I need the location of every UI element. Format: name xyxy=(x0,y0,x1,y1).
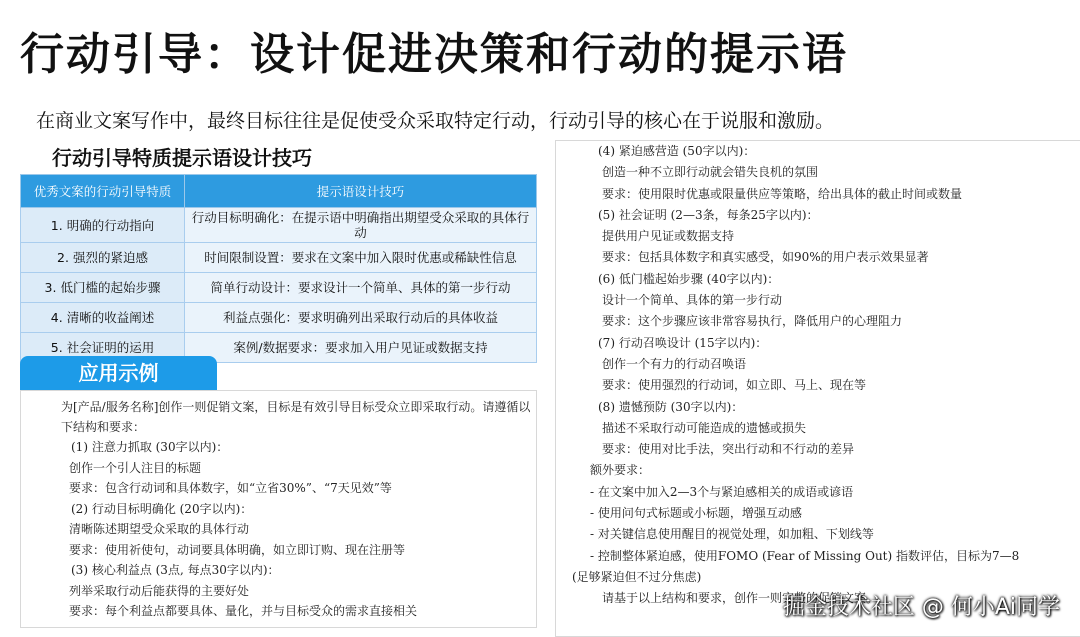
watermark: 掘金技术社区 @ 何小Ai同学 xyxy=(782,595,1060,620)
trait-cell: 3. 低门槛的起始步骤 xyxy=(21,273,185,303)
example-line: 列举采取行动后能获得的主要好处 xyxy=(69,583,250,598)
example-continuation-box xyxy=(555,140,1080,637)
prompt-line: (5) 社会证明 (2—3条，每条25字以内)： xyxy=(598,207,819,222)
prompt-line: (8) 遗憾预防 (30字以内)： xyxy=(598,399,744,414)
prompt-line: (4) 紧迫感营造 (50字以内)： xyxy=(598,144,756,158)
prompt-line: (足够紧迫但不过分焦虑) xyxy=(572,569,702,584)
prompt-line: 创造一种不立即行动就会错失良机的氛围 xyxy=(602,165,819,180)
example-line: 要求：包含行动词和具体数字，如“立省30%”、“7天见效”等 xyxy=(69,481,392,495)
tip-cell: 简单行动设计：要求设计一个简单、具体的第一步行动 xyxy=(185,273,537,303)
table-row xyxy=(21,208,537,243)
example-tab-label: 应用示例 xyxy=(20,356,217,390)
prompt-line: 要求：使用限时优惠或限量供应等策略，给出具体的截止时间或数量 xyxy=(602,186,963,201)
prompt-line: (6) 低门槛起始步骤 (40字以内)： xyxy=(598,271,780,286)
trait-cell: 1. 明确的行动指向 xyxy=(21,208,185,243)
table-header-trait: 优秀文案的行动引导特质 xyxy=(21,175,185,208)
table-row xyxy=(21,303,537,333)
tip-cell: 行动目标明确化：在提示语中明确指出期望受众采取的具体行动 xyxy=(185,208,537,243)
prompt-line: 要求：使用对比手法，突出行动和不行动的差异 xyxy=(602,442,855,457)
example-line: 要求：每个利益点都要具体、量化，并与目标受众的需求直接相关 xyxy=(69,604,418,618)
example-line: (2) 行动目标明确化 (20字以内)： xyxy=(71,501,253,516)
prompt-line: 要求：这个步骤应该非常容易执行，降低用户的心理阻力 xyxy=(602,314,903,329)
example-line: 清晰陈述期望受众采取的具体行动 xyxy=(69,522,250,536)
prompt-line: 创作一个有力的行动召唤语 xyxy=(602,356,747,371)
example-line: (3) 核心利益点 (3点, 每点30字以内)： xyxy=(71,563,280,577)
tip-cell: 案例/数据要求：要求加入用户见证或数据支持 xyxy=(185,333,537,363)
table-row xyxy=(21,243,537,273)
prompt-line: 描述不采取行动可能造成的遗憾或损失 xyxy=(602,420,807,435)
prompt-line: 提供用户见证或数据支持 xyxy=(602,229,735,244)
example-line: 创作一个引人注目的标题 xyxy=(69,460,202,475)
prompt-line: - 在文案中加入2—3个与紧迫感相关的成语或谚语 xyxy=(590,484,854,499)
table-header-tip: 提示语设计技巧 xyxy=(185,175,537,208)
tip-cell: 时间限制设置：要求在文案中加入限时优惠或稀缺性信息 xyxy=(185,243,537,273)
prompt-line: (7) 行动召唤设计 (15字以内)： xyxy=(598,335,768,350)
trait-cell: 4. 清晰的收益阐述 xyxy=(21,303,185,333)
prompt-line: 设计一个简单、具体的第一步行动 xyxy=(602,293,783,308)
table-row xyxy=(21,273,537,303)
intro-text: 在商业文案写作中，最终目标往往是促使受众采取特定行动，行动引导的核心在于说服和激励。 xyxy=(36,110,835,132)
prompt-line: - 对关键信息使用醒目的视觉处理，如加粗、下划线等 xyxy=(590,527,874,542)
example-prompt-box xyxy=(20,390,537,628)
page-title: 行动引导：设计促进决策和行动的提示语 xyxy=(20,29,848,80)
prompt-line: 要求：使用强烈的行动词，如立即、马上、现在等 xyxy=(602,378,867,393)
prompt-line: 要求：包括具体数字和真实感受，如90%的用户表示效果显著 xyxy=(602,250,929,265)
example-line: 为[产品/服务名称]创作一则促销文案，目标是有效引导目标受众立即采取行动。请遵循以下结构和要求： xyxy=(61,400,531,434)
prompt-line: - 使用问句式标题或小标题，增强互动感 xyxy=(590,506,802,521)
prompt-line: 额外要求： xyxy=(590,463,651,478)
example-line: (1) 注意力抓取 (30字以内)： xyxy=(71,440,229,454)
tips-table xyxy=(20,174,537,363)
trait-cell: 5. 社会证明的运用 xyxy=(21,333,185,363)
section-subtitle: 行动引导特质提示语设计技巧 xyxy=(52,146,312,170)
table-header-row xyxy=(21,175,537,208)
prompt-line: 请基于以上结构和要求，创作一则完整的促销文案。 xyxy=(602,591,879,606)
tip-cell: 利益点强化：要求明确列出采取行动后的具体收益 xyxy=(185,303,537,333)
trait-cell: 2. 强烈的紧迫感 xyxy=(21,243,185,273)
prompt-line: - 控制整体紧迫感，使用FOMO (Fear of Missing Out) 指数评估，目标为7—8 xyxy=(590,548,1020,563)
example-line: 要求：使用祈使句，动词要具体明确，如立即订购、现在注册等 xyxy=(69,542,406,557)
